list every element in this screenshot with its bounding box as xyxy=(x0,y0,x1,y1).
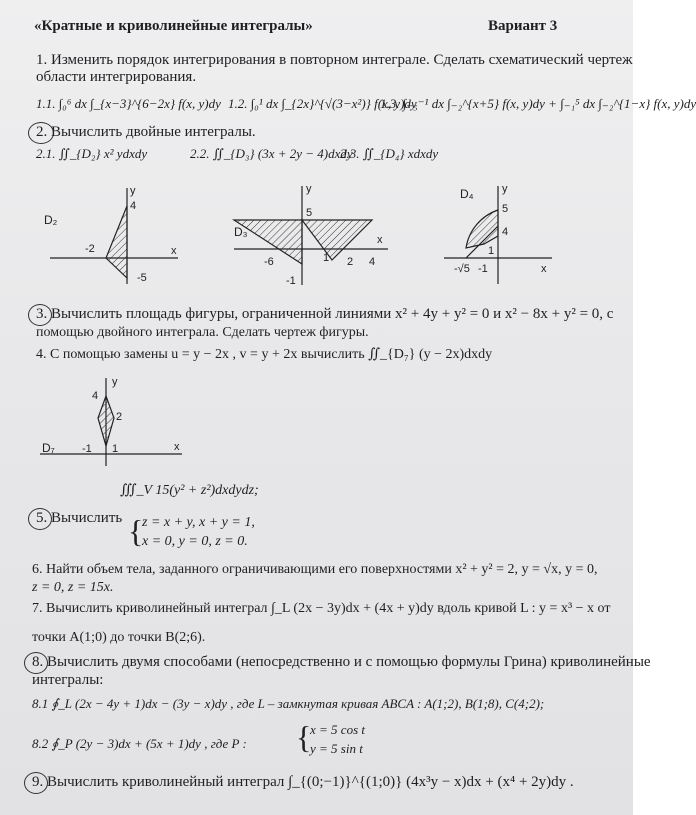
variant-label: Вариант 3 xyxy=(488,18,558,34)
formula-8-2: 8.2 ∮_P (2y − 3)dx + (5x + 1)dy , где P : xyxy=(32,736,247,751)
d7-region xyxy=(98,396,114,446)
graph-d7 xyxy=(36,374,186,469)
graph-d2 xyxy=(40,180,190,290)
d7-tick-4: 4 xyxy=(92,390,99,402)
d7-tick-1: 1 xyxy=(112,443,119,455)
task7-text2: точки A(1;0) до точки B(2;6). xyxy=(32,630,206,645)
d3-tick-2: 2 xyxy=(347,256,354,268)
d3-name: D₃ xyxy=(234,225,248,239)
formula-2-1: 2.1. ∬_{D₂} x² ydxdy xyxy=(36,146,148,161)
d4-tick-m15: -√5 xyxy=(454,263,470,275)
task5-integral: ∭_V 15(y² + z²)dxdydz; xyxy=(120,483,259,498)
d3-tick-m6: -6 xyxy=(264,256,274,268)
graph-d3 xyxy=(230,180,395,290)
d2-tick-m5: -5 xyxy=(137,272,147,284)
d7-x-label: x xyxy=(174,441,180,453)
task5-system-line1: z = x + y, x + y = 1, xyxy=(142,515,255,530)
task7-text: 7. Вычислить криволинейный интеграл ∫_L (2x − 3y)dx + (4x + y)dy вдоль кривой L : y = x³ − x от xyxy=(32,601,611,616)
task5-brace: { xyxy=(128,513,144,549)
task5-label: 5. Вычислить xyxy=(36,510,123,526)
d2-name: D₂ xyxy=(44,213,58,227)
d7-tick-2: 2 xyxy=(116,411,123,423)
formula-2-3: 2.3. ∬_{D₄} xdxdy xyxy=(340,146,439,161)
d2-tick-m2: -2 xyxy=(85,243,95,255)
d4-y-label: y xyxy=(502,183,508,195)
d2-y-label: y xyxy=(130,185,136,197)
task3-text: 3. Вычислить площадь фигуры, ограниченной линиями x² + 4y + y² = 0 и x² − 8x + y² = 0, с xyxy=(36,306,614,322)
d3-tick-1: 1 xyxy=(323,252,330,264)
formula-1-2: 1.2. ∫₀¹ dx ∫_{2x}^{√(3−x²)} f(x, y)dy xyxy=(228,96,417,111)
task2-text: 2. Вычислить двойные интегралы. xyxy=(36,124,256,140)
task6-text2: z = 0, z = 15x. xyxy=(32,580,114,595)
formula-8-2-y: y = 5 sin t xyxy=(310,741,363,756)
task1-text: 1. Изменить порядок интегрирования в повторном интеграле. Сделать схематический чертеж xyxy=(36,52,633,68)
d2-x-label: x xyxy=(171,245,177,257)
task8-brace: { xyxy=(296,719,312,755)
d2-region xyxy=(106,206,127,278)
graph-d4 xyxy=(440,180,560,290)
formula-8-1: 8.1 ∮_L (2x − 4y + 1)dx − (3y − x)dy , где L – замкнутая кривая ABCA : A(1;2), B(1;8), C(4;2); xyxy=(32,696,545,711)
formula-8-2-x: x = 5 cos t xyxy=(310,722,365,737)
task9-text: 9. Вычислить криволинейный интеграл ∫_{(0;−1)}^{(1;0)} (4x³y − x)dx + (x⁴ + 2y)dy . xyxy=(32,774,574,790)
d7-tick-m1: -1 xyxy=(82,443,92,455)
task8-text2: интегралы: xyxy=(32,672,104,688)
d4-tick-5: 5 xyxy=(502,203,509,215)
d2-tick-4: 4 xyxy=(130,200,137,212)
formula-2-2: 2.2. ∬_{D₃} (3x + 2y − 4)dxdy xyxy=(190,146,353,161)
d3-x-label: x xyxy=(377,234,383,246)
d4-tick-m1: -1 xyxy=(478,263,488,275)
d3-region xyxy=(302,220,372,260)
task6-text: 6. Найти объем тела, заданного ограничивающими его поверхностями x² + y² = 2, y = √x, y = 0, xyxy=(32,562,598,577)
d7-name: D₇ xyxy=(42,441,55,455)
task1-text2: области интегрирования. xyxy=(36,69,197,85)
task8-text: 8. Вычислить двумя способами (непосредственно и с помощью формулы Грина) криволинейные xyxy=(32,654,651,670)
d3-tick-4: 4 xyxy=(369,256,376,268)
d4-x-label: x xyxy=(541,263,547,275)
d3-tick-m1: -1 xyxy=(286,275,296,287)
task3-text2: помощью двойного интеграла. Сделать чертеж фигуры. xyxy=(36,325,369,340)
d7-y-label: y xyxy=(112,376,118,388)
d3-y-label: y xyxy=(306,183,312,195)
task5-system-line2: x = 0, y = 0, z = 0. xyxy=(142,534,248,549)
d4-tick-4: 4 xyxy=(502,226,509,238)
formula-1-3: 1.3. ∫₋₅⁻¹ dx ∫₋₂^{x+5} f(x, y)dy + ∫₋₁⁵ dx ∫₋₂^{1−x} f(x, y)dy xyxy=(380,96,696,111)
task4-text: 4. С помощью замены u = y − 2x , v = y + 2x вычислить ∬_{D₇} (y − 2x)dxdy xyxy=(36,347,493,362)
d4-name: D₄ xyxy=(460,187,474,201)
d4-tick-1: 1 xyxy=(488,245,495,257)
sheet-title: «Кратные и криволинейные интегралы» xyxy=(34,18,313,34)
formula-1-1: 1.1. ∫₀⁶ dx ∫_{x−3}^{6−2x} f(x, y)dy xyxy=(36,96,221,111)
d3-tick-5: 5 xyxy=(306,207,313,219)
